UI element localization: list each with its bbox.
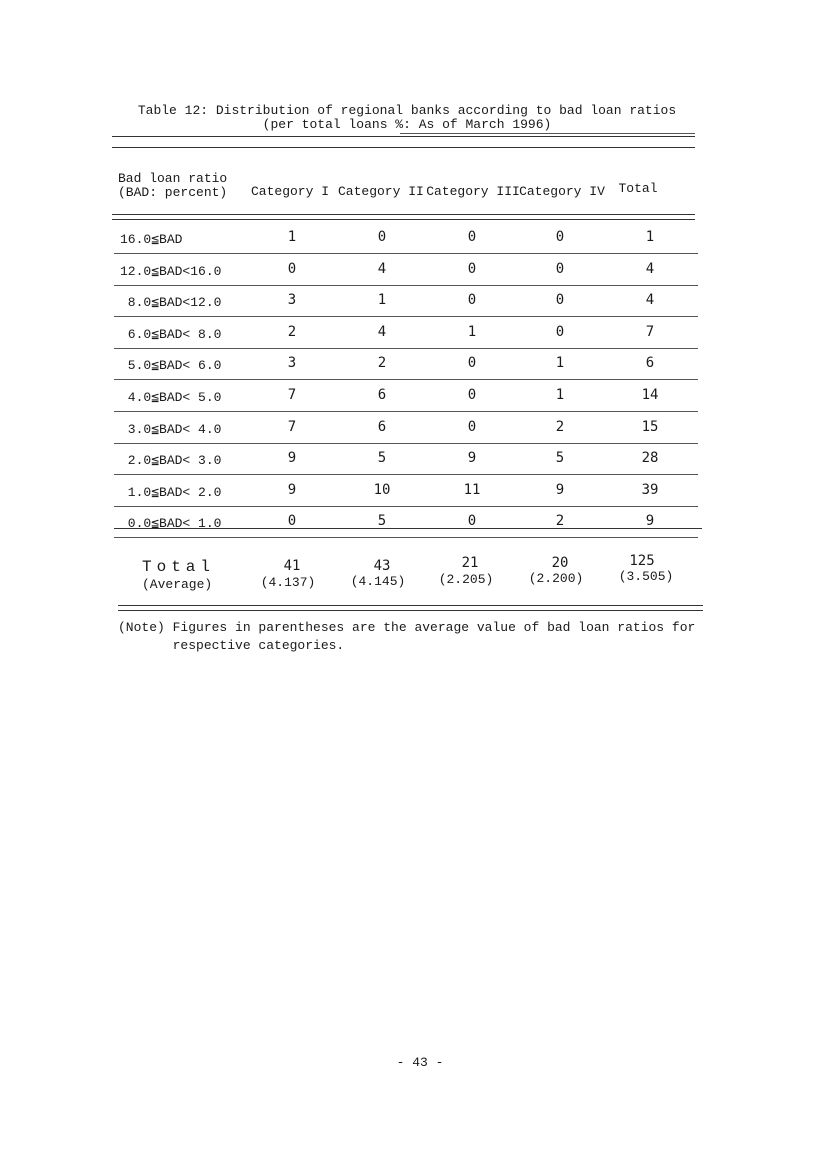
average-category-3: (2.205): [438, 572, 494, 587]
cell-value: 0: [467, 419, 477, 435]
cell-value: 1: [555, 355, 565, 371]
cell-value: 1: [377, 292, 387, 308]
page-number: - 43 -: [396, 1055, 444, 1070]
total-value-category-2: 43: [373, 558, 391, 574]
row-label: 2.0≦BAD< 3.0: [120, 453, 222, 468]
cell-value: 0: [467, 292, 477, 308]
cell-value: 3: [287, 292, 297, 308]
cell-value: 4: [645, 292, 655, 308]
cell-value: 4: [645, 261, 655, 277]
cell-value: 14: [641, 387, 659, 403]
cell-value: 7: [645, 324, 655, 340]
cell-value: 1: [467, 324, 477, 340]
header-category-2: Category II: [338, 184, 424, 199]
row-divider: [114, 348, 698, 349]
total-value-category-1: 41: [283, 558, 301, 574]
cell-value: 0: [467, 513, 477, 529]
cell-value: 0: [555, 261, 565, 277]
row-label: 8.0≦BAD<12.0: [120, 295, 222, 310]
total-value-total: 125: [629, 553, 655, 569]
cell-value: 5: [377, 450, 387, 466]
cell-value: 11: [463, 482, 481, 498]
row-divider: [114, 253, 698, 254]
cell-value: 0: [467, 355, 477, 371]
row-divider: [114, 506, 698, 507]
row-label: 1.0≦BAD< 2.0: [120, 485, 222, 500]
header-total: Total: [618, 181, 658, 196]
header-bottom-rule: [112, 214, 695, 215]
cell-value: 39: [641, 482, 659, 498]
cell-value: 0: [467, 387, 477, 403]
table-bottom-rule-2: [118, 610, 703, 611]
cell-value: 15: [641, 419, 659, 435]
total-label: Total: [142, 558, 216, 576]
cell-value: 0: [555, 324, 565, 340]
average-label: (Average): [142, 577, 213, 592]
cell-value: 0: [287, 513, 297, 529]
cell-value: 0: [287, 261, 297, 277]
header-label-line2: (BAD: percent): [118, 185, 228, 200]
header-top-rule: [112, 147, 695, 148]
cell-value: 5: [377, 513, 387, 529]
row-divider: [114, 443, 698, 444]
cell-value: 0: [555, 292, 565, 308]
header-category-4: Category IV: [519, 184, 605, 199]
average-category-2: (4.145): [350, 574, 406, 589]
row-label: 6.0≦BAD< 8.0: [120, 327, 222, 342]
header-category-3: Category III: [426, 184, 520, 199]
row-label: 5.0≦BAD< 6.0: [120, 358, 222, 373]
cell-value: 0: [467, 229, 477, 245]
cell-value: 0: [377, 229, 387, 245]
total-value-category-4: 20: [551, 555, 569, 571]
title-rule-upper: [400, 133, 695, 134]
average-total: (3.505): [618, 569, 674, 584]
row-label: 0.0≦BAD< 1.0: [120, 516, 222, 531]
cell-value: 1: [555, 387, 565, 403]
cell-value: 6: [377, 387, 387, 403]
total-value-category-3: 21: [461, 555, 479, 571]
cell-value: 0: [467, 261, 477, 277]
row-label: 16.0≦BAD: [120, 232, 183, 247]
header-category-1: Category I: [250, 184, 329, 199]
row-label: 12.0≦BAD<16.0: [120, 264, 222, 279]
cell-value: 9: [555, 482, 565, 498]
cell-value: 7: [287, 419, 297, 435]
cell-value: 9: [645, 513, 655, 529]
cell-value: 9: [287, 450, 297, 466]
cell-value: 7: [287, 387, 297, 403]
cell-value: 2: [555, 513, 565, 529]
average-category-4: (2.200): [528, 571, 584, 586]
cell-value: 4: [377, 261, 387, 277]
cell-value: 3: [287, 355, 297, 371]
cell-value: 4: [377, 324, 387, 340]
cell-value: 5: [555, 450, 565, 466]
cell-value: 2: [377, 355, 387, 371]
header-label-line1: Bad loan ratio: [118, 171, 228, 186]
row-label: 4.0≦BAD< 5.0: [120, 390, 222, 405]
table-title-line1: Table 12: Distribution of regional banks according to bad loan ratios: [137, 103, 677, 118]
title-rule: [112, 136, 695, 137]
cell-value: 9: [287, 482, 297, 498]
cell-value: 10: [373, 482, 391, 498]
cell-value: 28: [641, 450, 659, 466]
cell-value: 6: [377, 419, 387, 435]
cell-value: 0: [555, 229, 565, 245]
cell-value: 1: [287, 229, 297, 245]
cell-value: 1: [645, 229, 655, 245]
row-divider: [114, 379, 698, 380]
cell-value: 2: [287, 324, 297, 340]
row-divider: [114, 316, 698, 317]
row-divider: [114, 285, 698, 286]
row-divider: [114, 537, 698, 538]
header-bottom-rule-2: [112, 219, 695, 220]
table-title-line2: (per total loans %: As of March 1996): [262, 117, 552, 132]
table-bottom-rule: [118, 605, 703, 606]
cell-value: 9: [467, 450, 477, 466]
note-line2: respective categories.: [118, 638, 345, 653]
row-label: 3.0≦BAD< 4.0: [120, 422, 222, 437]
note-line1: (Note) Figures in parentheses are the average value of bad loan ratios for: [118, 620, 696, 635]
total-top-rule: [114, 528, 702, 529]
cell-value: 6: [645, 355, 655, 371]
cell-value: 2: [555, 419, 565, 435]
row-divider: [114, 474, 698, 475]
average-category-1: (4.137): [260, 575, 316, 590]
row-divider: [114, 411, 698, 412]
